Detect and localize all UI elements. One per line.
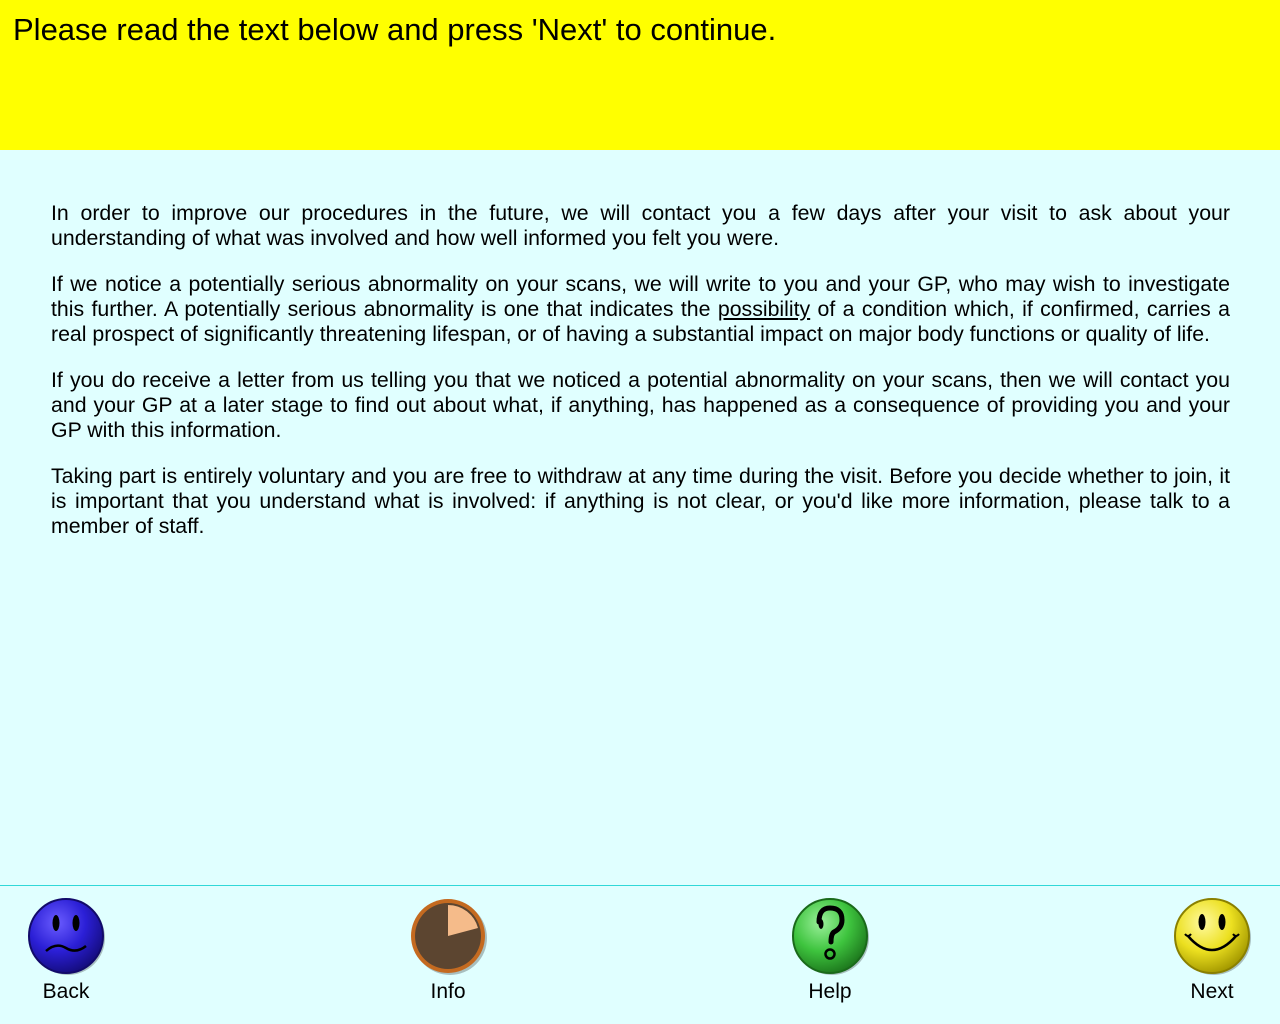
info-pie-icon [408,896,488,976]
back-label: Back [42,980,90,1003]
instruction-text: Please read the text below and press 'Next' to continue. [13,12,777,47]
info-button[interactable] [398,896,498,1008]
info-text-body [51,201,1230,560]
help-button[interactable] [780,896,880,1008]
paragraph-abnormality-end: of a condition which, if confirmed, carries a real prospect of significantly threatening lifespan, or of having a substantial impact on major body functions or quality of life. [51,297,1231,346]
instruction-banner [0,0,1280,150]
paragraph-abnormality [51,272,1230,347]
back-button[interactable] [16,896,116,1008]
next-button[interactable] [1162,896,1262,1008]
help-label: Help [808,980,852,1003]
emphasis-possibility: possibility [717,297,811,321]
next-label: Next [1190,980,1234,1003]
paragraph-abnormality-start: If we notice a potentially serious abnormality on your scans, we will write to you and your GP, who may wish to investigate this further. A potentially serious abnormality is one that indicates the [51,272,1230,321]
info-label: Info [430,980,466,1003]
sad-face-icon [26,896,106,976]
paragraph-letter: If you do receive a letter from us telling you that we noticed a potential abnormality on your scans, then we will contact you and your GP at a later stage to find out about what, if anything, has happened as a consequence of providing you and your GP with this information. [51,368,1230,442]
footer-divider [0,885,1280,886]
question-mark-icon [790,896,870,976]
paragraph-followup: In order to improve our procedures in the future, we will contact you a few days after your visit to ask about your understanding of what was involved and how well informed you felt you were. [51,201,1230,250]
paragraph-voluntary: Taking part is entirely voluntary and you are free to withdraw at any time during the visit. Before you decide whether to join, it is important that you understand what is involved: if anything is not clear, or you'd like more information, please talk to a member of staff. [51,464,1230,538]
smiley-face-icon [1172,896,1252,976]
